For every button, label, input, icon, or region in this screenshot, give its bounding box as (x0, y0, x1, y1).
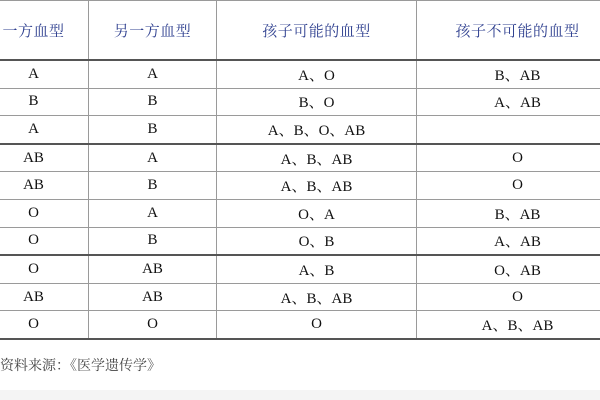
cell-impossible: O (417, 172, 600, 200)
cell-parent-two: A (89, 60, 217, 88)
cell-impossible (417, 116, 600, 144)
cell-parent-one: O (0, 227, 89, 255)
cell-parent-two: AB (89, 283, 217, 311)
cell-possible: A、B、AB (217, 172, 417, 200)
table-row (0, 199, 600, 227)
cell-impossible: O (417, 144, 600, 172)
cell-parent-one: AB (0, 283, 89, 311)
header-parent-one: 一方血型 (0, 1, 89, 61)
header-parent-two: 另一方血型 (89, 1, 217, 61)
table-row (0, 311, 600, 339)
header-possible-child: 孩子可能的血型 (217, 1, 417, 61)
cell-parent-two: B (89, 88, 217, 116)
table-row (0, 283, 600, 311)
cell-possible: A、B、O、AB (217, 116, 417, 144)
table-row (0, 144, 600, 172)
cell-possible: A、O (217, 60, 417, 88)
cell-impossible: O (417, 283, 600, 311)
cell-parent-one: AB (0, 144, 89, 172)
cell-impossible: A、B、AB (417, 311, 600, 339)
cell-parent-two: AB (89, 255, 217, 283)
table-row (0, 255, 600, 283)
table-row (0, 227, 600, 255)
cell-parent-two: A (89, 199, 217, 227)
cell-possible: O (217, 311, 417, 339)
source-note: 资料来源：《医学遗传学》 (0, 358, 161, 374)
cell-possible: A、B、AB (217, 283, 417, 311)
cell-possible: A、B (217, 255, 417, 283)
cell-parent-two: B (89, 116, 217, 144)
table-row (0, 172, 600, 200)
cell-possible: O、A (217, 199, 417, 227)
cell-parent-two: O (89, 311, 217, 339)
cell-parent-one: A (0, 60, 89, 88)
header-row (0, 1, 600, 61)
cell-parent-one: AB (0, 172, 89, 200)
table-row (0, 116, 600, 144)
cell-parent-two: A (89, 144, 217, 172)
cell-impossible: A、AB (417, 227, 600, 255)
cell-parent-one: O (0, 255, 89, 283)
header-impossible-child: 孩子不可能的血型 (417, 1, 600, 61)
cell-possible: B、O (217, 88, 417, 116)
table-body (0, 60, 600, 339)
cell-impossible: O、AB (417, 255, 600, 283)
cell-parent-one: O (0, 199, 89, 227)
table-row (0, 60, 600, 88)
cell-parent-two: B (89, 227, 217, 255)
cell-parent-one: A (0, 116, 89, 144)
table-header (0, 1, 600, 61)
table-row (0, 88, 600, 116)
cell-parent-one: O (0, 311, 89, 339)
cell-impossible: A、AB (417, 88, 600, 116)
cell-possible: A、B、AB (217, 144, 417, 172)
cell-parent-two: B (89, 172, 217, 200)
cell-impossible: B、AB (417, 60, 600, 88)
cell-parent-one: B (0, 88, 89, 116)
bottom-strip (0, 390, 600, 400)
cell-impossible: B、AB (417, 199, 600, 227)
cell-possible: O、B (217, 227, 417, 255)
